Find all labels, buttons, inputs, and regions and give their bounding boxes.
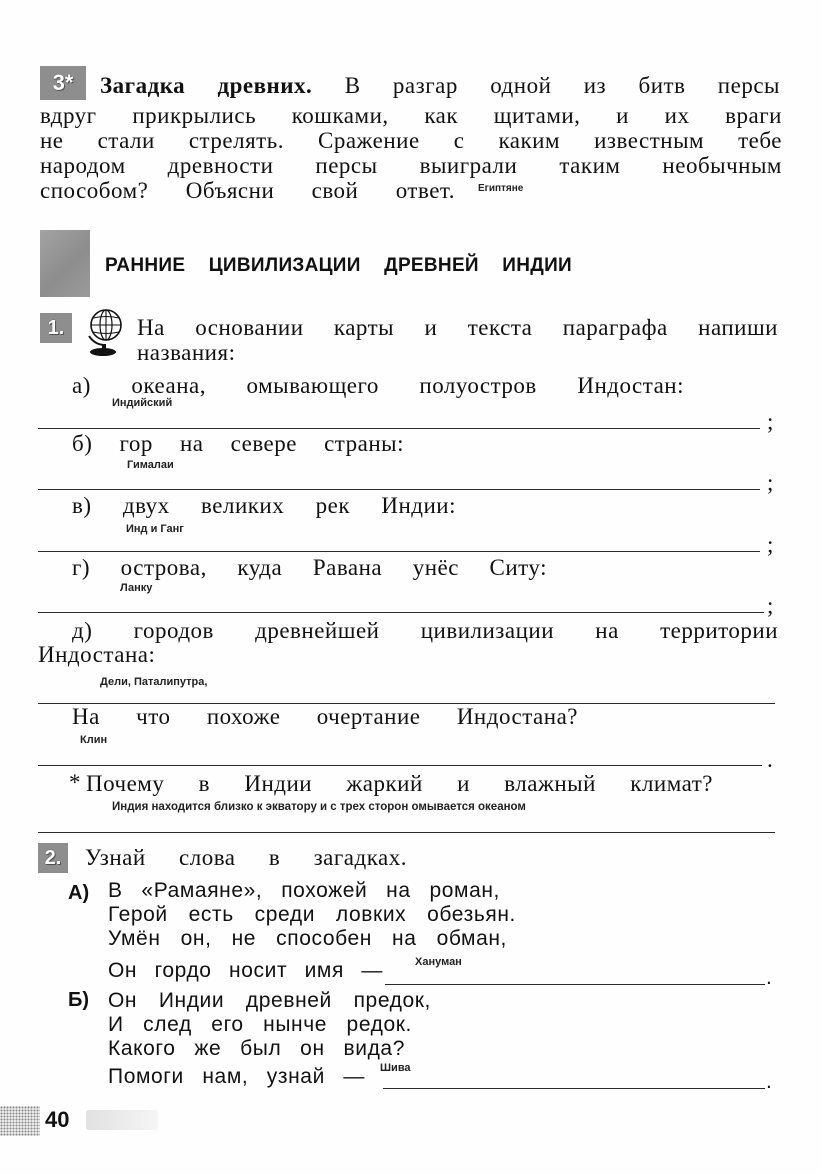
line-end-punctuation: .: [767, 747, 774, 772]
task1-prompt-line: названия:: [137, 340, 236, 365]
task1-item-a-answer: Индийский: [112, 397, 173, 409]
task1-item-d-label: г) острова, куда Равана унёс Ситу:: [72, 555, 547, 580]
task1-climate-question: Почему в Индии жаркий и влажный климат?: [86, 771, 713, 796]
footer-faint-decoration: [86, 1110, 158, 1130]
riddle-b-line: И след его нынче редок.: [108, 1013, 412, 1036]
riddle-b-line: Он Индии древней предок,: [108, 989, 431, 1012]
riddle-title: Загадка древних.: [100, 73, 313, 98]
task1-item-e-answer: Дели, Паталипутра,: [100, 676, 208, 688]
section-title: РАННИЕ ЦИВИЛИЗАЦИИ ДРЕВНЕЙ ИНДИИ: [105, 255, 572, 276]
riddle-text-start: В разгар одной из битв персы: [312, 73, 780, 98]
task-badge-2: 2.: [38, 843, 68, 873]
task-badge-3star: 3*: [40, 66, 86, 100]
task1-climate-answer: Индия находится близко к экватору и с трех сторон омывается океаном: [112, 801, 526, 813]
riddle-a-line: Умён он, не способен на обман,: [108, 927, 507, 950]
riddle-b-label: Б): [68, 989, 90, 1011]
task2-prompt: Узнай слова в загадках.: [85, 845, 407, 870]
page-number: 40: [45, 1107, 70, 1132]
riddle-text-line: способом? Объясни свой ответ.: [40, 178, 455, 203]
line-end-punctuation: ;: [767, 593, 774, 618]
task1-item-c-label: в) двух великих рек Индии:: [72, 493, 456, 518]
riddle-first-line: [100, 73, 780, 99]
answer-line: [38, 428, 760, 429]
task1-item-b-answer: Гималаи: [127, 459, 174, 471]
riddle-text-line: вдруг прикрылись кошками, как щитами, и их враги: [40, 103, 782, 128]
riddle-text-line: не стали стрелять. Сражение с каким известным тебе: [40, 128, 782, 153]
answer-line: [38, 612, 764, 613]
globe-icon: [84, 307, 126, 357]
answer-line: [383, 1088, 765, 1089]
line-end-punctuation: ;: [767, 409, 774, 434]
riddle-a-answer: Хануман: [415, 956, 462, 968]
footer-halftone-decoration: [0, 1106, 40, 1136]
riddle-answer: Египтяне: [478, 183, 524, 194]
answer-line: [38, 832, 775, 833]
riddle-a-line: В «Рамаяне», похожей на роман,: [108, 879, 500, 902]
riddle-a-label: А): [68, 882, 90, 904]
task1-shape-question: На что похоже очертание Индостана?: [72, 704, 578, 729]
riddle-b-line: Какого же был он вида?: [108, 1037, 405, 1060]
line-end-punctuation: ;: [767, 532, 774, 557]
task1-shape-answer: Клин: [80, 734, 108, 746]
answer-line: [38, 489, 760, 490]
riddle-b-last-line: Помоги нам, узнай —: [108, 1065, 365, 1088]
riddle-text-line: народом древности персы выиграли таким необычным: [40, 153, 782, 178]
task1-item-e-label: д) городов древнейшей цивилизации на территории: [72, 618, 778, 643]
task1-item-c-answer: Инд и Ганг: [126, 523, 184, 535]
line-end-punctuation: .: [766, 966, 773, 989]
riddle-b-answer: Шива: [380, 1062, 411, 1074]
task1-item-a-label: а) океана, омывающего полуостров Индостан:: [72, 373, 684, 398]
answer-line: [385, 984, 765, 985]
answer-line: [38, 551, 760, 552]
answer-line: [38, 765, 762, 766]
extra-task-asterisk: *: [69, 770, 81, 795]
task-badge-1: 1.: [40, 313, 72, 343]
task1-item-e-label-cont: Индостана:: [38, 642, 156, 667]
section-badge: [40, 230, 90, 297]
task1-item-d-answer: Ланку: [120, 582, 153, 594]
line-end-punctuation: .: [766, 1070, 773, 1093]
riddle-a-last-line: Он гордо носит имя —: [108, 959, 383, 982]
task1-prompt-line: На основании карты и текста параграфа напиши: [137, 315, 778, 340]
riddle-a-line: Герой есть среди ловких обезьян.: [108, 903, 516, 926]
task1-item-b-label: б) гор на севере страны:: [72, 431, 404, 456]
line-end-punctuation: ;: [767, 470, 774, 495]
